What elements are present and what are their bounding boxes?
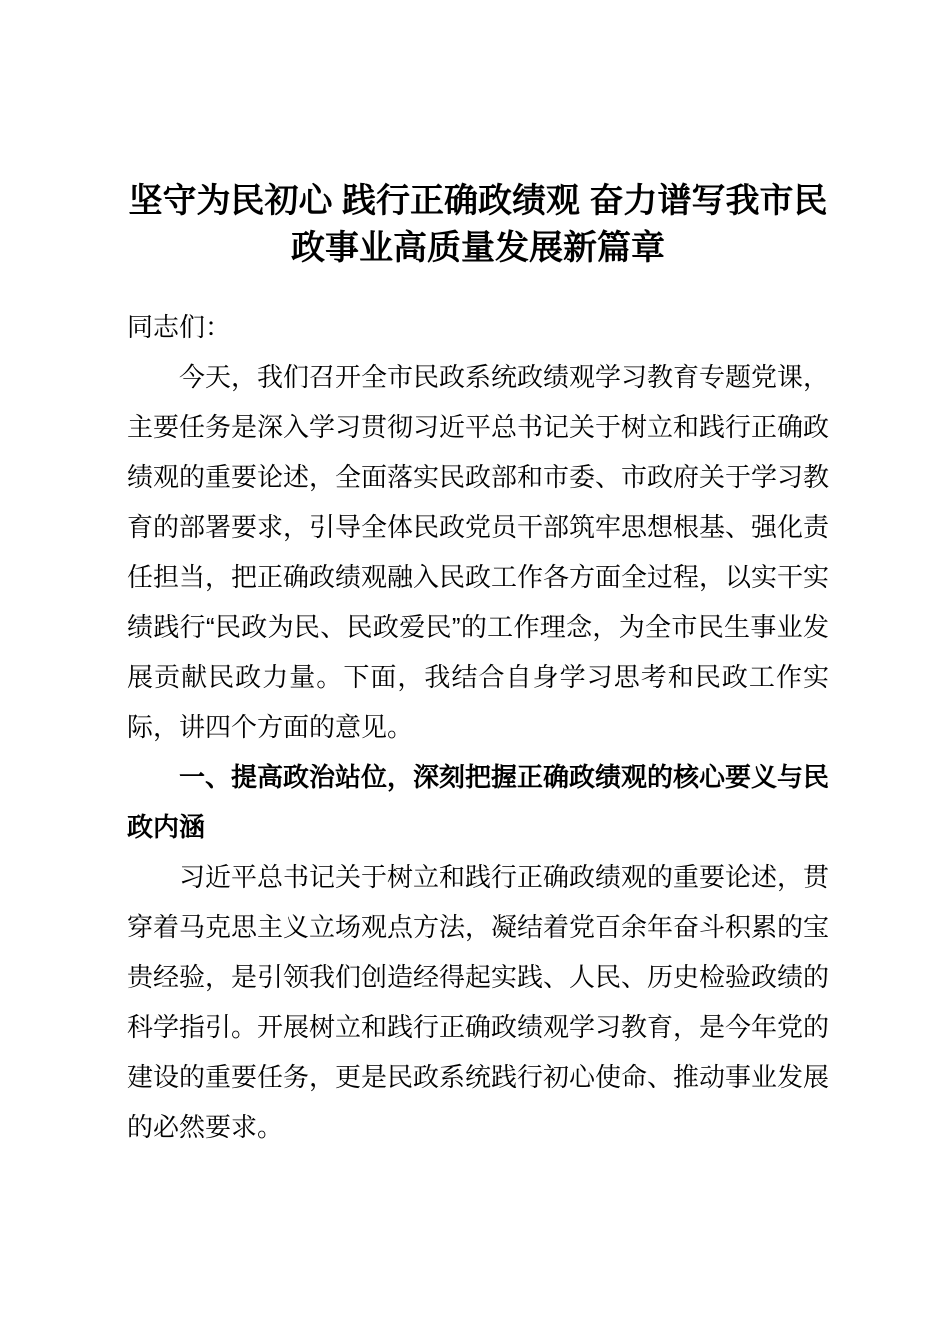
paragraph-section-1: 习近平总书记关于树立和践行正确政绩观的重要论述，贯穿着马克思主义立场观点方法，凝结着党百余年奋斗积累的宝贵经验，是引领我们创造经得起实践、人民、历史检验政绩的科学指引。开展树立和践行正确政绩观学习教育，是今年党的建设的重要任务，更是民政系统践行初心使命、推动事业发展的必然要求。 — [127, 862, 830, 1142]
document-body — [127, 302, 829, 1152]
paragraph-intro: 今天，我们召开全市民政系统政绩观学习教育专题党课，主要任务是深入学习贯彻习近平总书记关于树立和践行正确政绩观的重要论述，全面落实民政部和市委、市政府关于学习教育的部署要求，引导全体民政党员干部筑牢思想根基、强化责任担当，把正确政绩观融入民政工作各方面全过程，以实干实绩践行“民政为民、民政爱民”的工作理念，为全市民生事业发展贡献民政力量。下面，我结合自身学习思考和民政工作实际，讲四个方面的意见。 — [127, 362, 830, 742]
document-title: 坚守为民初心 践行正确政绩观 奋力谱写我市民政事业高质量发展新篇章 — [128, 182, 828, 267]
section-heading-1: 一、提高政治站位，深刻把握正确政绩观的核心要义与民政内涵 — [127, 762, 830, 842]
greeting-line: 同志们： — [127, 312, 232, 342]
